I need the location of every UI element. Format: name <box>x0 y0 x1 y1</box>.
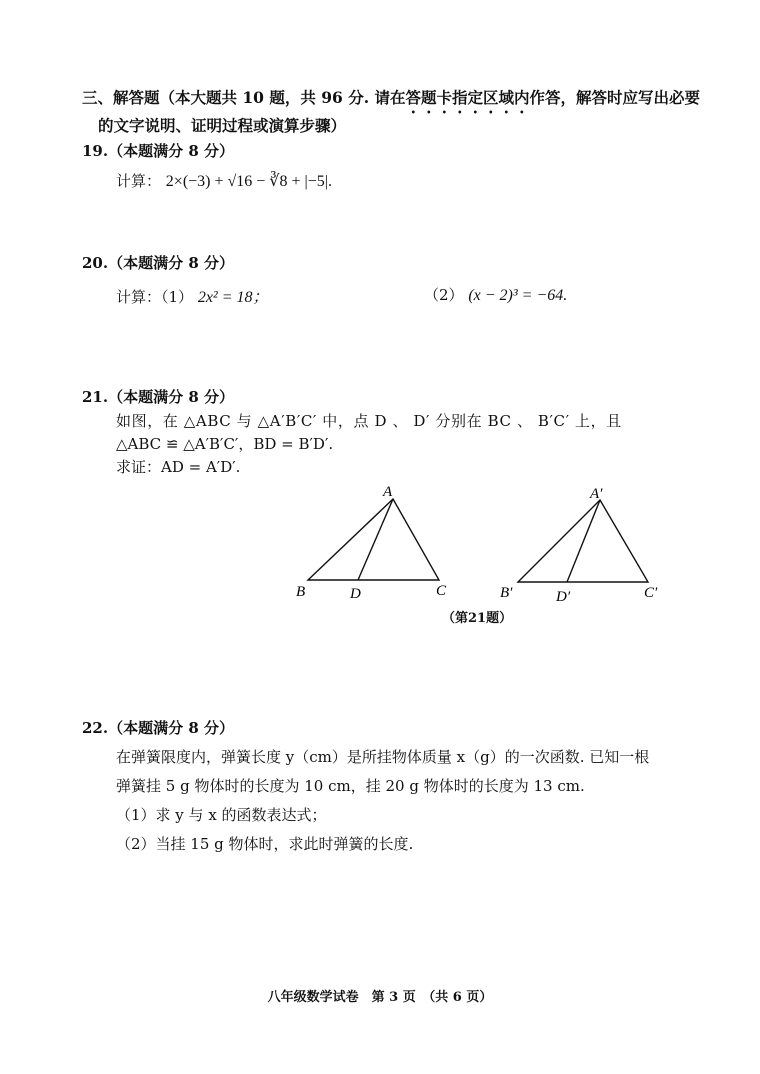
label-a: A <box>383 484 393 500</box>
page-footer: 八年级数学试卷 第 3 页 （共 6 页） <box>267 990 493 1005</box>
label-a-prime: A′ <box>590 486 603 502</box>
q20-part2-row <box>424 284 567 305</box>
section-heading <box>82 86 700 117</box>
triangle-abc-outline <box>308 499 439 580</box>
q22-title: 22.（本题满分 8 分） <box>82 719 234 737</box>
segment-ad <box>358 499 393 580</box>
q21-line1: 如图，在 △ABC 与 △A′B′C′ 中，点 D 、 D′ 分别在 BC 、 B′C′ 上，且 <box>116 412 622 430</box>
q21-line2: △ABC ≌ △A′B′C′，BD = B′D′. <box>116 435 334 453</box>
section-heading-part-b: 作答，解答时应写出必要 <box>529 88 701 107</box>
label-d: D <box>350 586 361 602</box>
q22-sub2: （2）当挂 15 g 物体时，求此时弹簧的长度. <box>116 835 414 853</box>
q22-sub1: （1）求 y 与 x 的函数表达式； <box>116 806 327 824</box>
label-b-prime: B′ <box>500 585 513 601</box>
q20-body <box>116 284 269 307</box>
q19-prompt: 计算： <box>116 172 162 190</box>
label-b: B <box>296 584 306 600</box>
q20-title: 20.（本题满分 8 分） <box>82 254 234 272</box>
q19-title: 19.（本题满分 8 分） <box>82 142 234 160</box>
segment-a2d2 <box>567 500 600 582</box>
triangle-abc <box>308 499 439 580</box>
q21-figure-caption: （第21题） <box>442 611 513 626</box>
q21-line3: 求证：AD = A′D′. <box>116 458 241 476</box>
section-heading-line2: 的文字说明、证明过程或演算步骤） <box>98 116 347 135</box>
q21-figure <box>290 480 690 610</box>
q21-title: 21.（本题满分 8 分） <box>82 388 234 406</box>
section-heading-part-a: 三、解答题（本大题共 10 题，共 96 分. 请在 <box>82 88 406 107</box>
q20-part2: (x − 2)³ = −64. <box>468 287 568 304</box>
q22-line1: 在弹簧限度内，弹簧长度 y（cm）是所挂物体质量 x（g）的一次函数. 已知一根 <box>116 748 650 766</box>
q22-line2: 弹簧挂 5 g 物体时的长度为 10 cm，挂 20 g 物体时的长度为 13 cm. <box>116 777 585 795</box>
q19-expression: 2×(−3) + √16 − ∛8 + |−5|. <box>165 173 332 190</box>
q20-part2-label: （2） <box>424 286 464 304</box>
q20-prompt: 计算：（1） <box>116 288 194 306</box>
triangle-a2b2c2 <box>518 500 648 582</box>
q19-body <box>116 170 332 191</box>
label-c-prime: C′ <box>644 585 658 601</box>
section-heading-emphasis: 答题卡指定区域内 <box>405 88 530 107</box>
label-d-prime: D′ <box>556 589 571 605</box>
label-c: C <box>436 583 447 599</box>
q20-part1: 2x² = 18； <box>197 289 269 306</box>
